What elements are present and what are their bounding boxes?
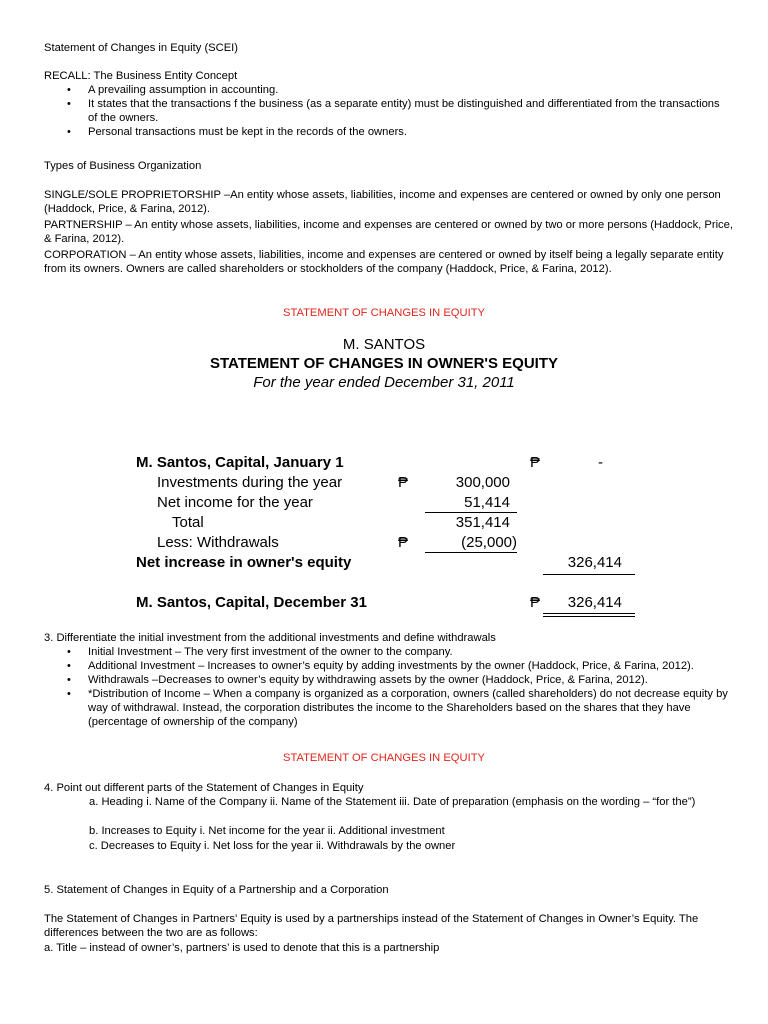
capital-dec31-label: M. Santos, Capital, December 31: [136, 594, 367, 611]
net-increase-rule: [543, 574, 635, 575]
q4-heading: 4. Point out different parts of the Statement of Changes in Equity: [44, 782, 364, 794]
corporation-text: CORPORATION – An entity whose assets, liabilities, income and expenses are centered or owned by itself being a legally separate entity from its owners. Owners are called shareholders or stockholders of the company (Haddock, Price, & Farina, 2012).: [44, 249, 724, 275]
list-item: • Withdrawals –Decreases to owner’s equity by withdrawing assets by the owner (Haddock, Price, & Farina, 2012).: [64, 673, 729, 687]
net-income-value: 51,414: [464, 494, 510, 511]
peso-sign: ₱: [530, 594, 541, 611]
partnership-text: PARTNERSHIP – An entity whose assets, liabilities, income and expenses are centered or owned by two or more persons (Haddock, Price, & Farina, 2012).: [44, 219, 733, 245]
investments-value: 300,000: [455, 474, 510, 491]
statement-period: For the year ended December 31, 2011: [253, 374, 515, 391]
q5-item-a: a. Title – instead of owner’s, partners’ is used to denote that this is a partnership: [44, 942, 440, 954]
list-item: • It states that the transactions f the business (as a separate entity) must be distinguished and differentiated from the transactions of the owners.: [64, 97, 729, 125]
list-item: • Additional Investment – Increases to owner’s equity by adding investments by the owner (Haddock, Price, & Farina, 2012).: [64, 659, 729, 673]
statement-company: M. SANTOS: [342, 336, 426, 353]
q5-heading: 5. Statement of Changes in Equity of a Partnership and a Corporation: [44, 884, 389, 896]
list-item: • Personal transactions must be kept in the records of the owners.: [64, 125, 729, 139]
withdrawals-label: Less: Withdrawals: [157, 534, 279, 551]
statement-title: STATEMENT OF CHANGES IN OWNER'S EQUITY: [209, 355, 559, 372]
total-value: 351,414: [455, 514, 510, 531]
withdrawals-rule: [425, 552, 517, 553]
q5-paragraph: The Statement of Changes in Partners’ Equity is used by a partnerships instead of the Statement of Changes in Owner’s Equity. The differences between the two are as follows:: [44, 913, 699, 939]
peso-sign: ₱: [530, 454, 541, 471]
peso-sign: ₱: [398, 474, 409, 491]
list-item: • *Distribution of Income – When a company is organized as a corporation, owners (called shareholders) do not decrease equity by way of withdrawal. Instead, the corporation distributes the income to the Shareholders based on the shares that they have (percentage of ownership of the company): [64, 687, 729, 729]
list-item: • Initial Investment – The very first investment of the owner to the company.: [64, 645, 729, 659]
investments-label: Investments during the year: [157, 474, 343, 491]
types-heading: Types of Business Organization: [44, 160, 202, 172]
net-increase-value: 326,414: [567, 554, 622, 571]
q3-list: [64, 645, 729, 729]
capital-jan1-label: M. Santos, Capital, January 1: [136, 454, 344, 471]
doc-title: Statement of Changes in Equity (SCEI): [44, 42, 239, 54]
withdrawals-value: (25,000): [461, 534, 517, 551]
double-rule-bottom: [543, 616, 635, 617]
q4-item-b: b. Increases to Equity i. Net income for the year ii. Additional investment: [89, 825, 445, 837]
list-item: • A prevailing assumption in accounting.: [64, 83, 729, 97]
recall-list: [64, 83, 729, 139]
q3-heading: 3. Differentiate the initial investment from the additional investments and define withdrawals: [44, 632, 496, 644]
net-income-label: Net income for the year: [157, 494, 313, 511]
capital-dec31-value: 326,414: [567, 594, 622, 611]
double-rule-top: [543, 613, 635, 614]
q4-item-c: c. Decreases to Equity i. Net loss for the year ii. Withdrawals by the owner: [89, 840, 456, 852]
section-label-2: STATEMENT OF CHANGES IN EQUITY: [282, 752, 485, 764]
subtotal-rule: [425, 512, 517, 513]
capital-jan1-value: -: [598, 454, 603, 471]
recall-heading: RECALL: The Business Entity Concept: [44, 70, 238, 82]
net-increase-label: Net increase in owner's equity: [136, 554, 352, 571]
peso-sign: ₱: [398, 534, 409, 551]
q4-item-a: a. Heading i. Name of the Company ii. Name of the Statement iii. Date of preparation (emphasis on the wording – “for the”): [89, 796, 696, 808]
total-label: Total: [172, 514, 204, 531]
single-proprietorship-text: SINGLE/SOLE PROPRIETORSHIP –An entity whose assets, liabilities, income and expenses are centered or owned by only one person (Haddock, Price, & Farina, 2012).: [44, 189, 721, 215]
section-label: STATEMENT OF CHANGES IN EQUITY: [282, 307, 485, 319]
statement-figure: [0, 330, 768, 620]
